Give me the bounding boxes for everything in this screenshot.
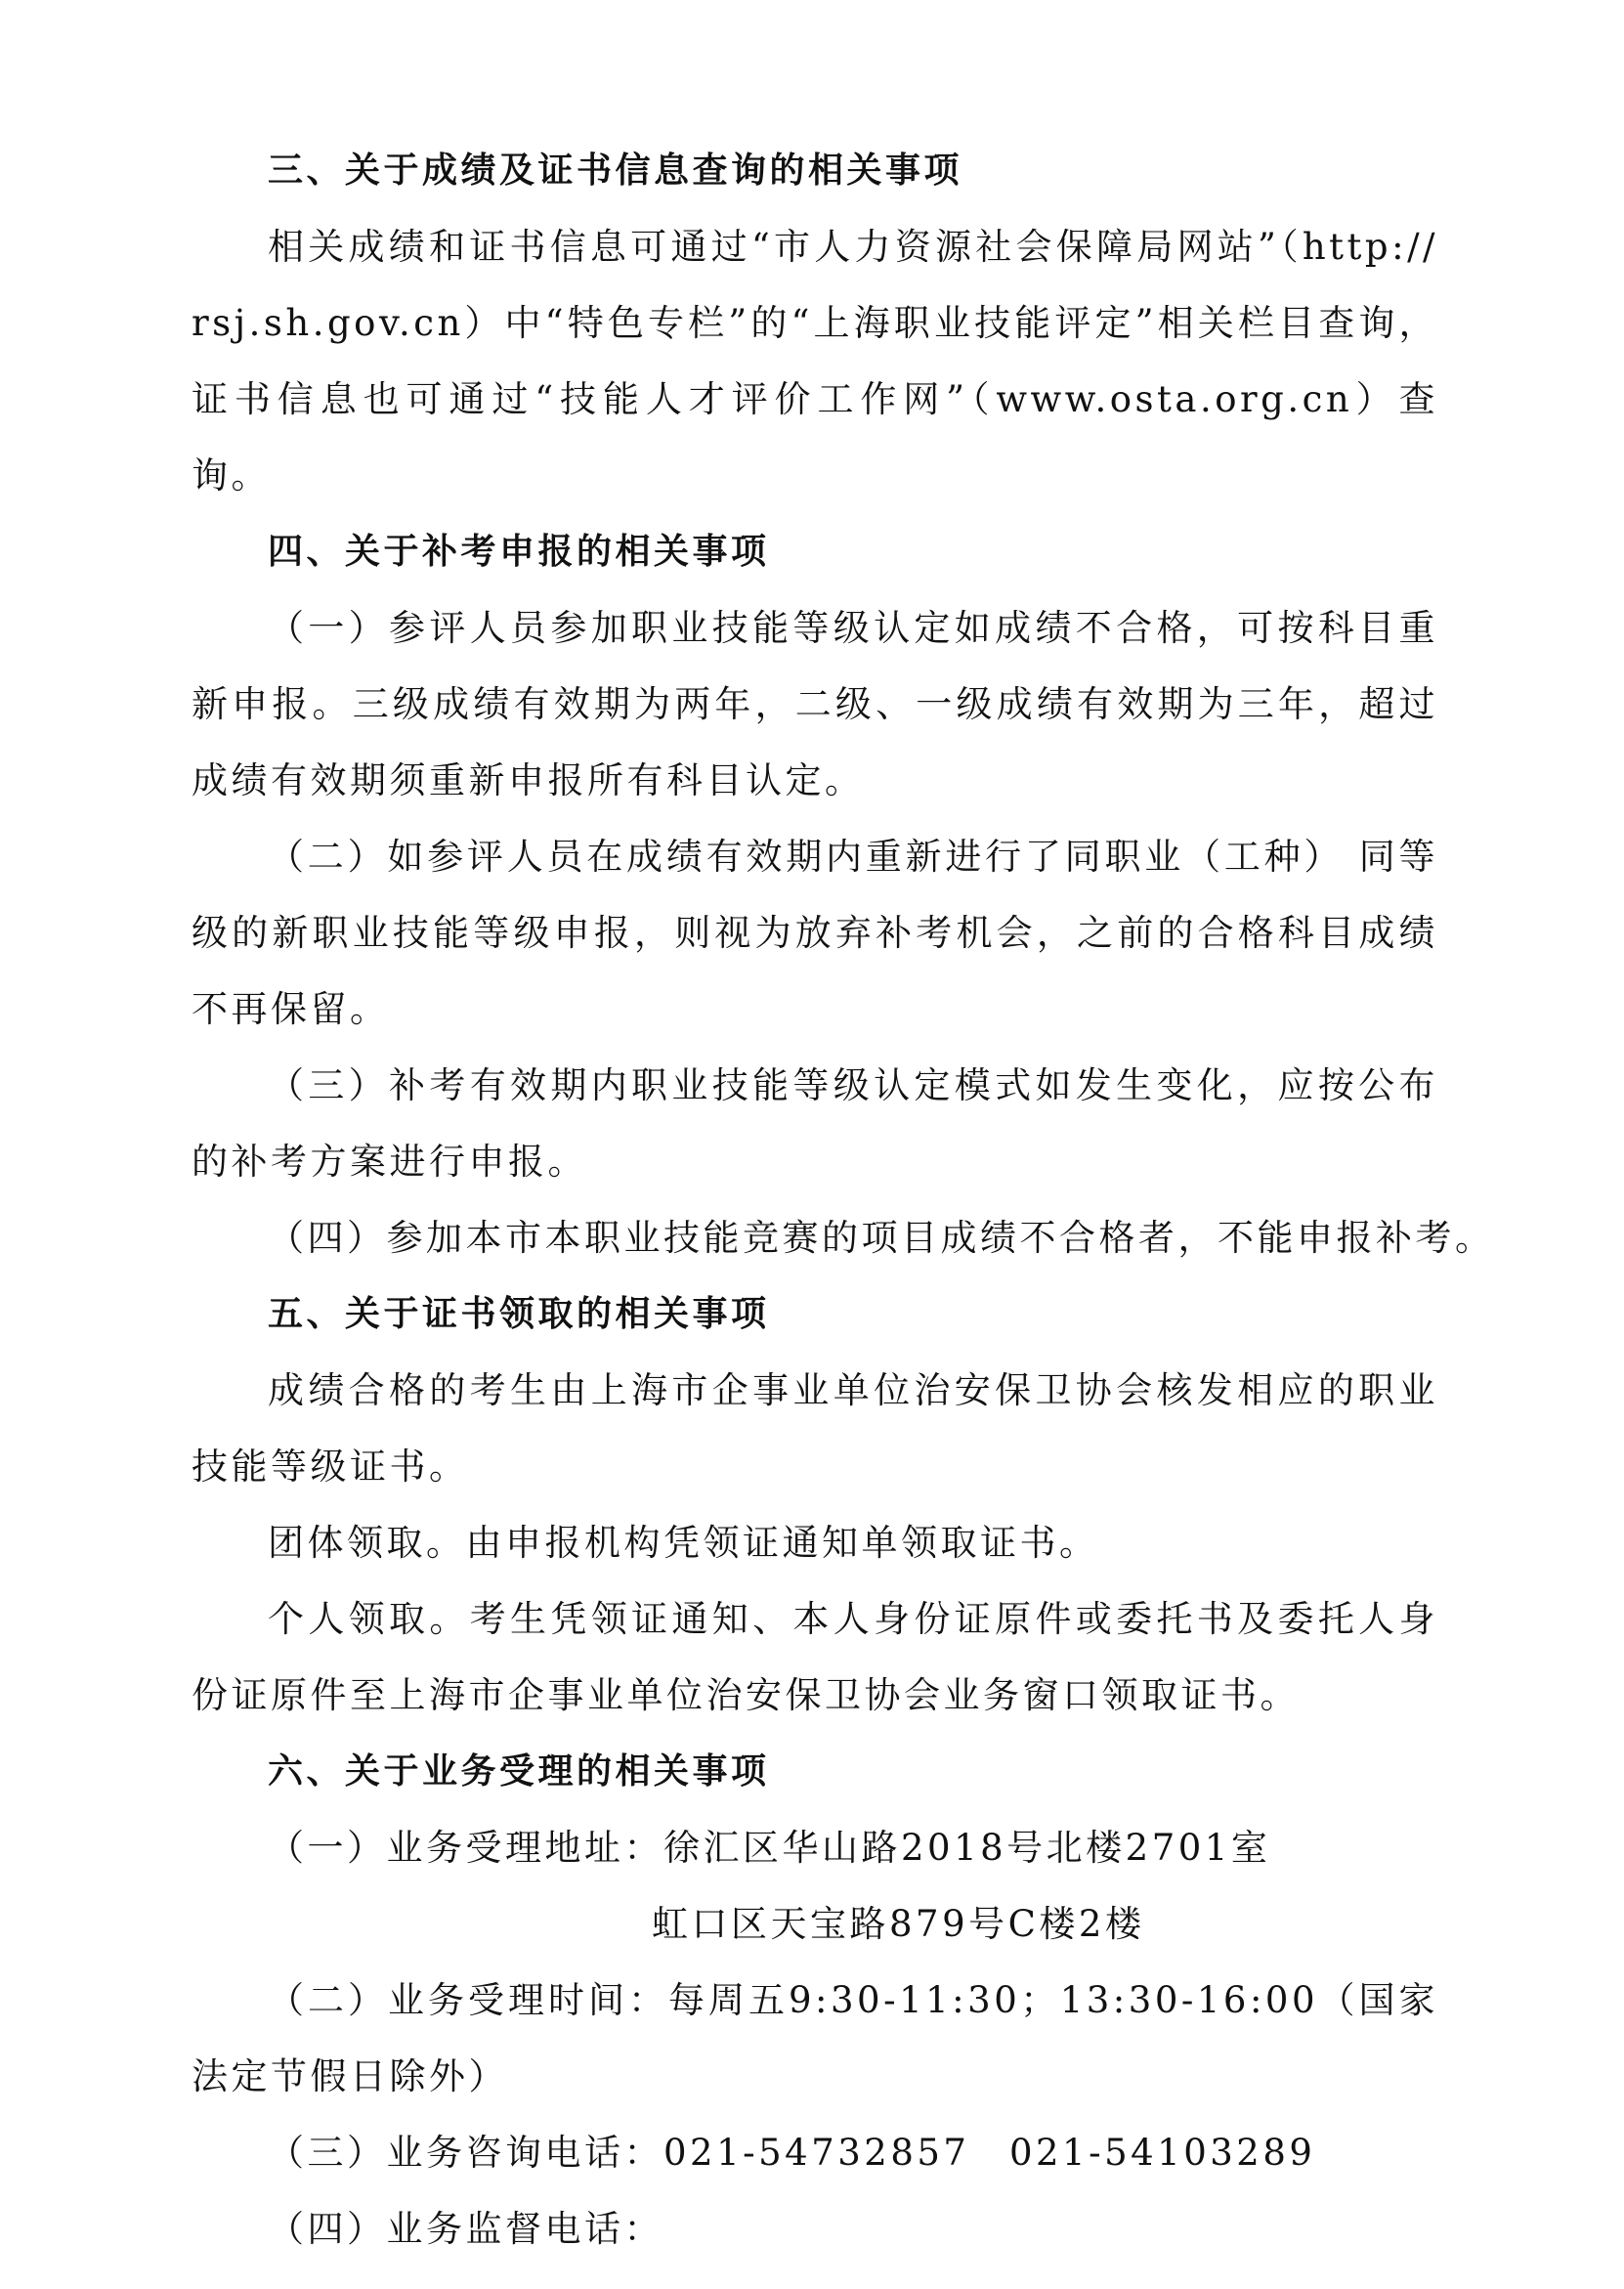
paragraph-makeup-1: （一）参评人员参加职业技能等级认定如成绩不合格，可按科目重新申报。三级成绩有效期为两年，二级、一级成绩有效期为三年，超过成绩有效期须重新申报所有科目认定。	[192, 607, 1438, 801]
paragraph-makeup-2: （二）如参评人员在成绩有效期内重新进行了同职业（工种） 同等级的新职业技能等级申报，则视为放弃补考机会，之前的合格科目成绩不再保留。	[192, 836, 1438, 1030]
paragraph-makeup-3: （三）补考有效期内职业技能等级认定模式如发生变化，应按公布的补考方案进行申报。	[192, 1064, 1438, 1183]
heading-section-4: 四、关于补考申报的相关事项	[268, 532, 770, 572]
paragraph-address-1: （一）业务受理地址：徐汇区华山路2018号北楼2701室	[268, 1827, 1271, 1869]
heading-section-3: 三、关于成绩及证书信息查询的相关事项	[268, 151, 963, 191]
heading-section-6: 六、关于业务受理的相关事项	[268, 1751, 770, 1792]
paragraph-makeup-4: （四）参加本市本职业技能竞赛的项目成绩不合格者，不能申报补考。	[268, 1217, 1495, 1259]
heading-section-5: 五、关于证书领取的相关事项	[268, 1294, 770, 1334]
paragraph-supervision-phone: （四）业务监督电话：	[268, 2208, 663, 2250]
paragraph-hours: （二）业务受理时间：每周五9:30-11:30；13:30-16:00（国家法定节假日除外）	[192, 1979, 1438, 2097]
document-body	[192, 133, 1495, 2267]
paragraph-certificate-issue: 成绩合格的考生由上海市企事业单位治安保卫协会核发相应的职业技能等级证书。	[192, 1369, 1438, 1488]
paragraph-score-query: 相关成绩和证书信息可通过“市人力资源社会保障局网站”（http://rsj.sh.gov.cn）中“特色专栏”的“上海职业技能评定”相关栏目查询，证书信息也可通过“技能人才评价工作网”（www.osta.org.cn）查询。	[192, 226, 1438, 497]
paragraph-phone: （三）业务咨询电话：021-54732857 021-54103289	[268, 2132, 1316, 2174]
paragraph-group-collection: 团体领取。由申报机构凭领证通知单领取证书。	[268, 1522, 1099, 1564]
paragraph-address-2: 虹口区天宝路879号C楼2楼	[652, 1903, 1145, 1945]
paragraph-individual-collection: 个人领取。考生凭领证通知、本人身份证原件或委托书及委托人身份证原件至上海市企事业单位治安保卫协会业务窗口领取证书。	[192, 1598, 1438, 1716]
